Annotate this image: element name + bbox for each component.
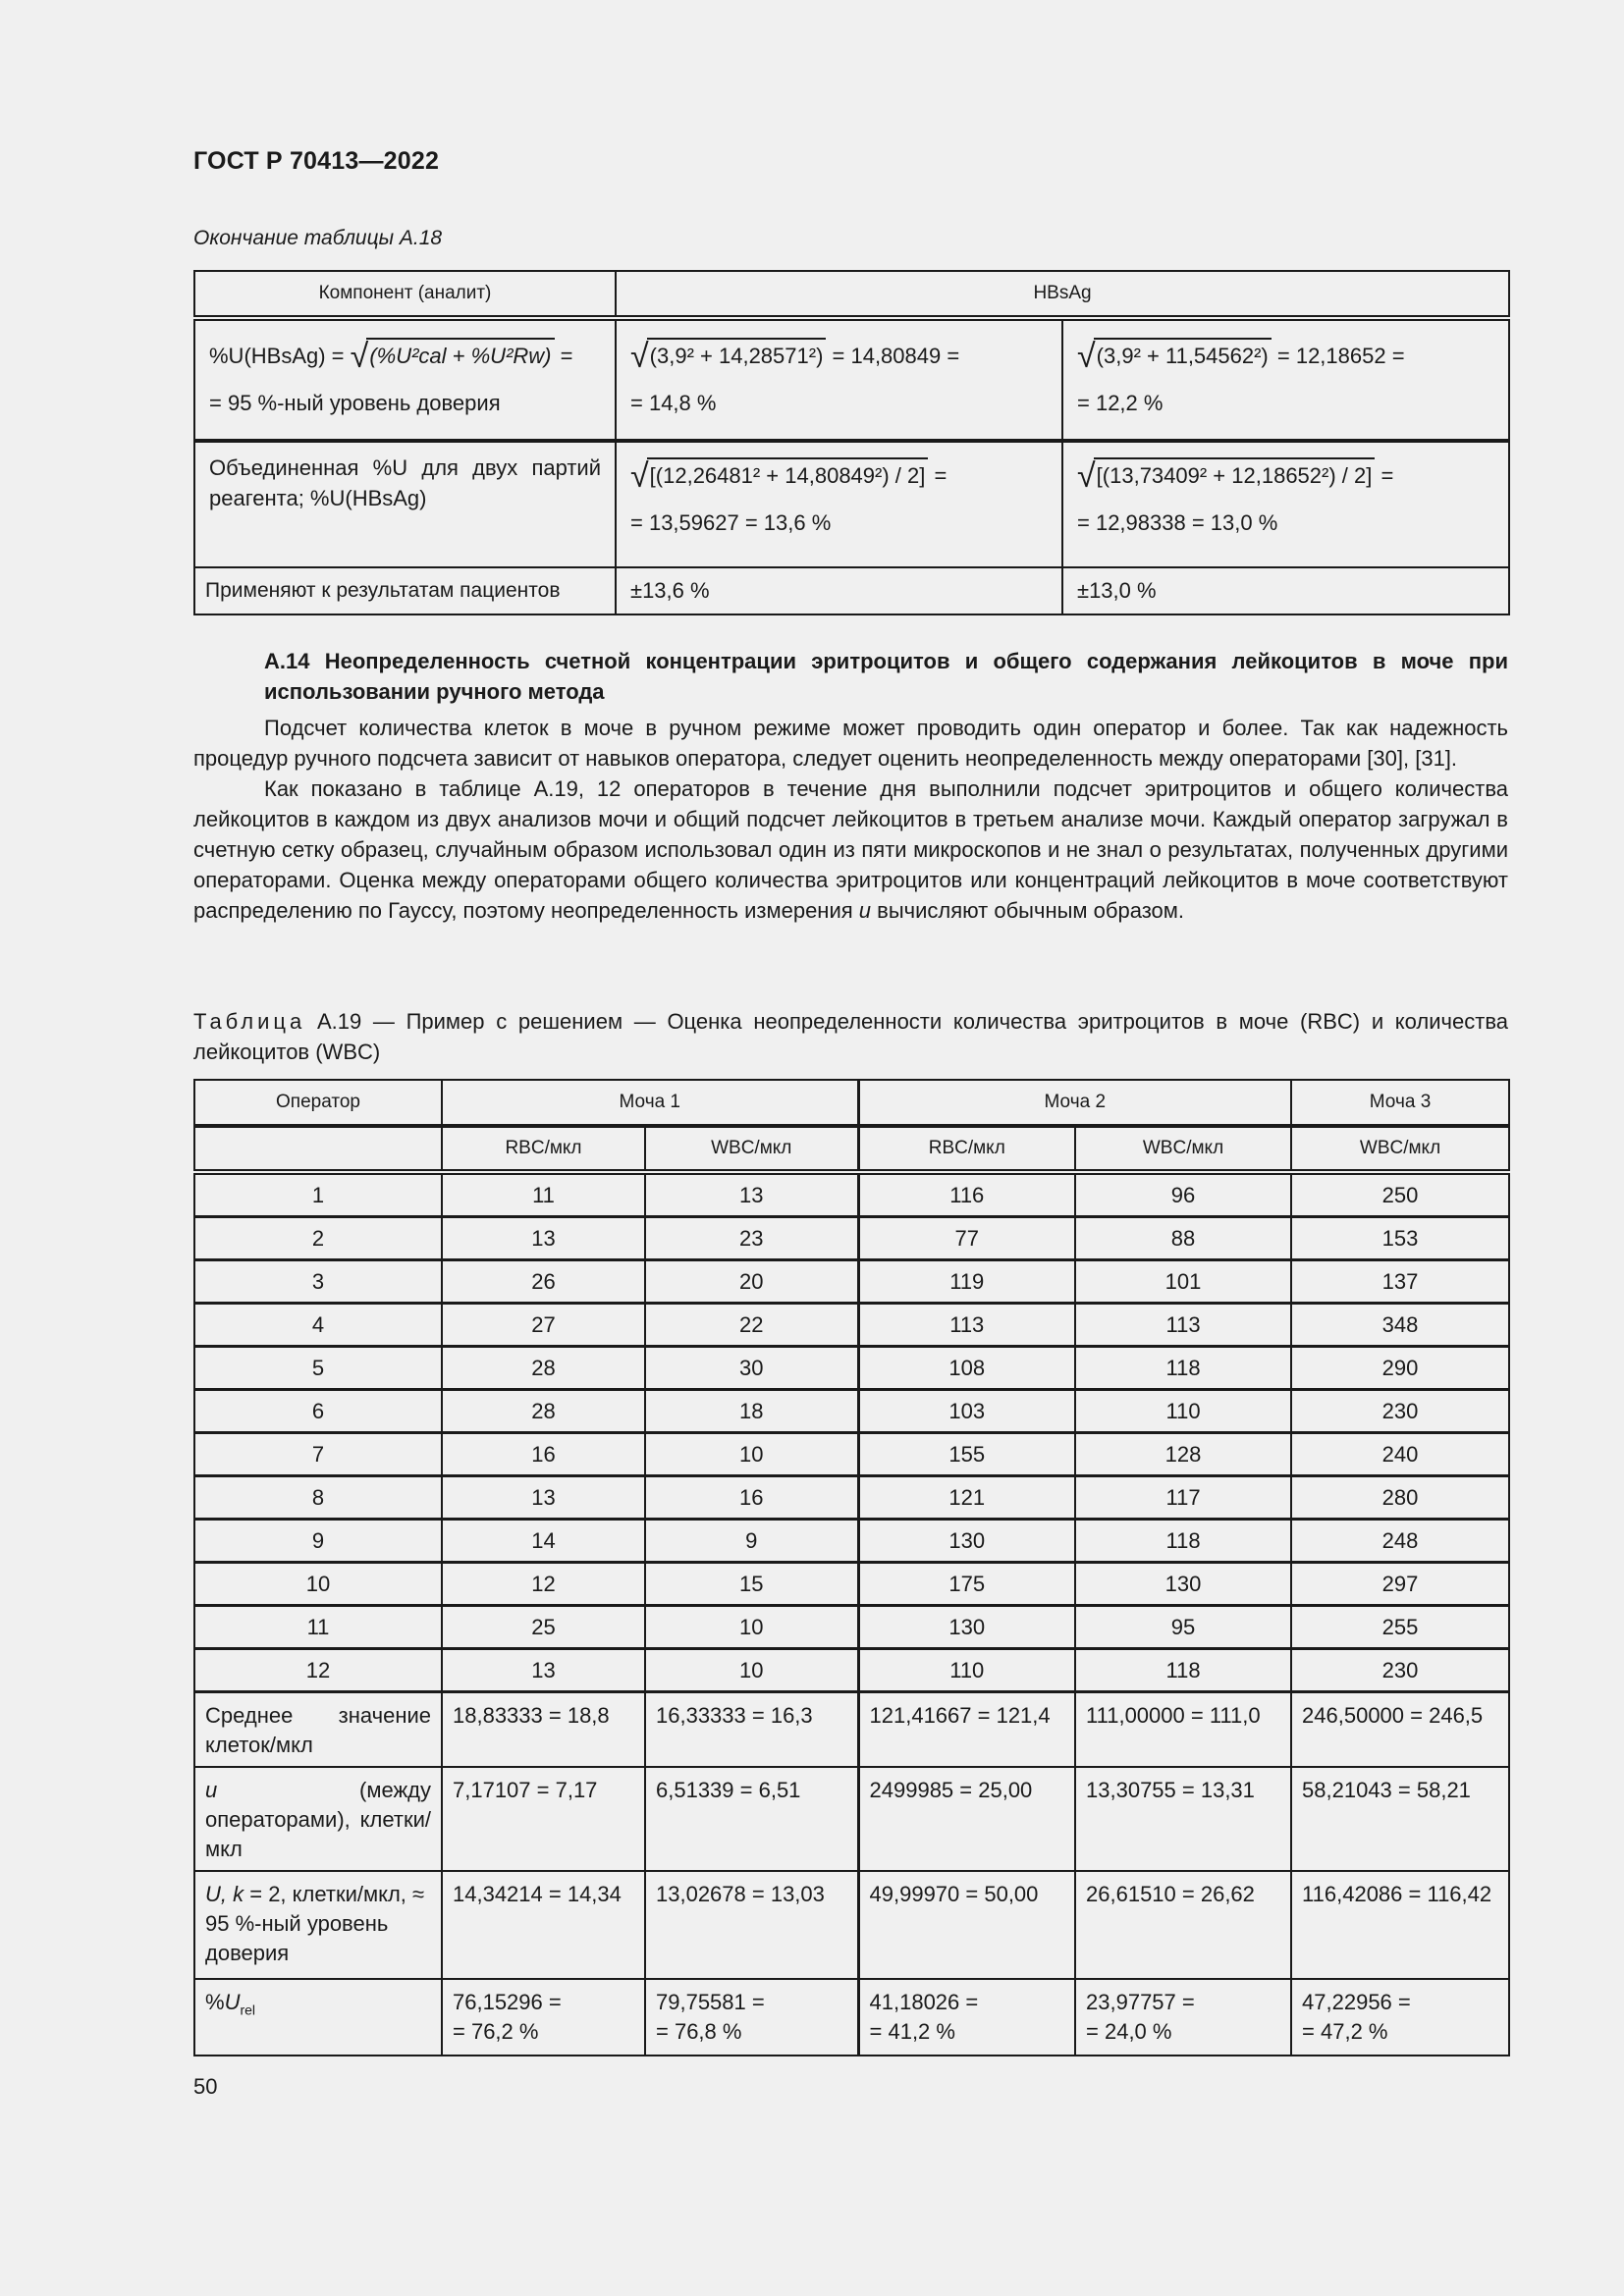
- combined-lot2-sqrt: [(13,73409² + 12,18652²) / 2]: [1094, 457, 1376, 493]
- cell-count: 13: [442, 1649, 645, 1692]
- cell-count: 10: [645, 1433, 858, 1476]
- cell-count: 121: [858, 1476, 1075, 1520]
- table-row-combined: [194, 441, 1509, 567]
- cell-count: 13: [645, 1172, 858, 1217]
- operator-number: 8: [194, 1476, 442, 1520]
- summary-row-expanded-u: [194, 1871, 1509, 1979]
- u-label: u (между операторами), клетки/мкл: [205, 1778, 431, 1861]
- cell-count: 137: [1291, 1260, 1509, 1304]
- operator-number: 1: [194, 1172, 442, 1217]
- table-row: [194, 1520, 1509, 1563]
- header-operator: Оператор: [194, 1080, 442, 1126]
- combined-lot2-result: = 12,98338 = 13,0 %: [1077, 510, 1278, 535]
- cell-count: 77: [858, 1217, 1075, 1260]
- cell-count: 26: [442, 1260, 645, 1304]
- cell-count: 16: [442, 1433, 645, 1476]
- subheader-rbc-2: RBC/мкл: [858, 1126, 1075, 1172]
- sqrt-icon: √: [350, 338, 369, 375]
- operator-number: 11: [194, 1606, 442, 1649]
- cell-count: 108: [858, 1347, 1075, 1390]
- cell-count: 11: [442, 1172, 645, 1217]
- urel-label: $\%U_{rel}$: [194, 1979, 442, 2056]
- operator-number: 3: [194, 1260, 442, 1304]
- cell-count: 290: [1291, 1347, 1509, 1390]
- cell-count: 96: [1075, 1172, 1291, 1217]
- operator-number: 9: [194, 1520, 442, 1563]
- lot2-sqrt: (3,9² + 11,54562²): [1094, 338, 1272, 373]
- urel-value: 76,15296 = = 76,2 %: [442, 1979, 645, 2056]
- header-component: Компонент (аналит): [194, 271, 616, 318]
- cell-count: 18: [645, 1390, 858, 1433]
- page-number: 50: [193, 2074, 218, 2099]
- row-combined-label: Объединенная %U для двух партий реагента; %U(HBsAg): [194, 441, 616, 567]
- cell-count: 15: [645, 1563, 858, 1606]
- cell-count: 10: [645, 1649, 858, 1692]
- operator-number: 10: [194, 1563, 442, 1606]
- cell-count: 113: [1075, 1304, 1291, 1347]
- cell-count: 130: [858, 1520, 1075, 1563]
- cell-count: 110: [1075, 1390, 1291, 1433]
- cell-count: 13: [442, 1476, 645, 1520]
- table-row: [194, 1217, 1509, 1260]
- lot1-tail: = 14,80849 =: [826, 344, 960, 368]
- table-a19-caption: [193, 1006, 1508, 1067]
- lot1-sqrt: (3,9² + 14,28571²): [647, 338, 827, 373]
- cell-count: 280: [1291, 1476, 1509, 1520]
- operator-number: 12: [194, 1649, 442, 1692]
- sqrt-icon: √: [1077, 457, 1096, 495]
- expanded-u-value: 49,99970 = 50,00: [858, 1871, 1075, 1979]
- formula-tail: =: [554, 344, 573, 368]
- cell-count: 10: [645, 1606, 858, 1649]
- operator-number: 4: [194, 1304, 442, 1347]
- sqrt-icon: √: [630, 457, 649, 495]
- table-row: [194, 1606, 1509, 1649]
- urel-value: 47,22956 = = 47,2 %: [1291, 1979, 1509, 2056]
- row-combined-lot2: [1062, 441, 1509, 567]
- summary-row-u: [194, 1767, 1509, 1871]
- formula-prefix: %U(HBsAg) =: [209, 344, 351, 368]
- expanded-u-value: 116,42086 = 116,42: [1291, 1871, 1509, 1979]
- row-u-label: [194, 318, 616, 441]
- table-row-apply: [194, 567, 1509, 614]
- operator-number: 6: [194, 1390, 442, 1433]
- cell-count: 153: [1291, 1217, 1509, 1260]
- table-a19: [193, 1079, 1510, 2056]
- table-row: [194, 1304, 1509, 1347]
- cell-count: 95: [1075, 1606, 1291, 1649]
- subheader-wbc-1: WBC/мкл: [645, 1126, 858, 1172]
- table-row: [194, 1563, 1509, 1606]
- operator-number: 7: [194, 1433, 442, 1476]
- u-value: 7,17107 = 7,17: [442, 1767, 645, 1871]
- table-row: [194, 1172, 1509, 1217]
- paragraph-1: Подсчет количества клеток в моче в ручном режиме может проводить один оператор и более. Так как надежность процедур ручного подсчета зависит от навыков оператора, следует оценить неопределенность между операторами [30], [31].: [193, 716, 1508, 771]
- u-value: 2499985 = 25,00: [858, 1767, 1075, 1871]
- cell-count: 20: [645, 1260, 858, 1304]
- mean-label: Среднее значение клеток/мкл: [205, 1703, 431, 1757]
- paragraph-2: Как показано в таблице А.19, 12 операторов в течение дня выполнили подсчет эритроцитов и общего количества лейкоцитов в каждом из двух анализов мочи и общий подсчет лейкоцитов в третьем анализе мочи. Каждый оператор загружал в счетную сетку образец, случайным образом использовал один из пяти микроскопов и не знал о результатах, полученных другими операторами. Оценка между операторами общего количества эритроцитов или концентраций лейкоцитов в моче соответствуют распределению по Гауссу, поэтому неопределенность измерения u вычисляют обычным образом.: [193, 776, 1508, 923]
- row-apply-lot2: ±13,0 %: [1062, 567, 1509, 614]
- cell-count: 230: [1291, 1390, 1509, 1433]
- u-value: 13,30755 = 13,31: [1075, 1767, 1291, 1871]
- header-urine-3: Моча 3: [1291, 1080, 1509, 1126]
- cell-count: 27: [442, 1304, 645, 1347]
- expanded-u-label: U, k = 2, клетки/мкл, ≈ 95 %-ный уровень доверия: [194, 1871, 442, 1979]
- row-apply-label: Применяют к результатам пациентов: [194, 567, 616, 614]
- cell-count: 248: [1291, 1520, 1509, 1563]
- table-row: [194, 1260, 1509, 1304]
- cell-count: 13: [442, 1217, 645, 1260]
- table-row: [194, 1649, 1509, 1692]
- cell-count: 230: [1291, 1649, 1509, 1692]
- expanded-u-value: 26,61510 = 26,62: [1075, 1871, 1291, 1979]
- cell-count: 14: [442, 1520, 645, 1563]
- cell-count: 250: [1291, 1172, 1509, 1217]
- cell-count: 348: [1291, 1304, 1509, 1347]
- cell-count: 103: [858, 1390, 1075, 1433]
- cell-count: 88: [1075, 1217, 1291, 1260]
- combined-lot1-result: = 13,59627 = 13,6 %: [630, 510, 832, 535]
- cell-count: 118: [1075, 1520, 1291, 1563]
- operator-number: 2: [194, 1217, 442, 1260]
- section-heading: А.14 Неопределенность счетной концентрации эритроцитов и общего содержания лейкоцитов в моче при использовании ручного метода: [264, 649, 1508, 704]
- mean-value: 121,41667 = 121,4: [858, 1692, 1075, 1768]
- cell-count: 30: [645, 1347, 858, 1390]
- expanded-u-value: 13,02678 = 13,03: [645, 1871, 858, 1979]
- caption-text: А.19 — Пример с решением — Оценка неопределенности количества эритроцитов в моче (RBC) и количества лейкоцитов (WBC): [193, 1009, 1508, 1064]
- cell-count: 116: [858, 1172, 1075, 1217]
- cell-count: 23: [645, 1217, 858, 1260]
- expanded-u-value: 14,34214 = 14,34: [442, 1871, 645, 1979]
- mean-value: 18,83333 = 18,8: [442, 1692, 645, 1768]
- urel-value: 41,18026 = = 41,2 %: [858, 1979, 1075, 2056]
- summary-row-urel: [194, 1979, 1509, 2056]
- cell-count: 118: [1075, 1649, 1291, 1692]
- table-a18: [193, 270, 1510, 615]
- caption-label: Таблица: [193, 1009, 306, 1034]
- cell-count: 16: [645, 1476, 858, 1520]
- summary-row-mean: [194, 1692, 1509, 1768]
- cell-count: 155: [858, 1433, 1075, 1476]
- cell-count: 175: [858, 1563, 1075, 1606]
- sqrt-icon: √: [630, 338, 649, 375]
- table-row: [194, 1390, 1509, 1433]
- table-row: [194, 1347, 1509, 1390]
- cell-count: 119: [858, 1260, 1075, 1304]
- cell-count: 297: [1291, 1563, 1509, 1606]
- combined-lot2-tail: =: [1375, 463, 1394, 488]
- table-continuation-caption: Окончание таблицы А.18: [193, 227, 443, 249]
- cell-count: 113: [858, 1304, 1075, 1347]
- cell-count: 110: [858, 1649, 1075, 1692]
- mean-value: 111,00000 = 111,0: [1075, 1692, 1291, 1768]
- sqrt-icon: √: [1077, 338, 1096, 375]
- mean-value: 246,50000 = 246,5: [1291, 1692, 1509, 1768]
- cell-count: 130: [858, 1606, 1075, 1649]
- cell-count: 9: [645, 1520, 858, 1563]
- header-urine-1: Моча 1: [442, 1080, 858, 1126]
- urel-value: 79,75581 = = 76,8 %: [645, 1979, 858, 2056]
- section-a14: [193, 646, 1508, 926]
- mean-value: 16,33333 = 16,3: [645, 1692, 858, 1768]
- subheader-rbc-1: RBC/мкл: [442, 1126, 645, 1172]
- cell-count: 12: [442, 1563, 645, 1606]
- subheader-wbc-2: WBC/мкл: [1075, 1126, 1291, 1172]
- cell-count: 240: [1291, 1433, 1509, 1476]
- confidence-level-text: = 95 %-ный уровень доверия: [209, 391, 501, 415]
- u-value: 6,51339 = 6,51: [645, 1767, 858, 1871]
- combined-lot1-sqrt: [(12,26481² + 14,80849²) / 2]: [647, 457, 929, 493]
- cell-count: 22: [645, 1304, 858, 1347]
- data-rows: [194, 1172, 1509, 1692]
- sub-header-row: [194, 1126, 1509, 1172]
- u-value: 58,21043 = 58,21: [1291, 1767, 1509, 1871]
- lot1-result: = 14,8 %: [630, 391, 717, 415]
- cell-count: 255: [1291, 1606, 1509, 1649]
- table-row-u: [194, 318, 1509, 441]
- row-u-lot2: [1062, 318, 1509, 441]
- cell-count: 117: [1075, 1476, 1291, 1520]
- document-header: ГОСТ Р 70413—2022: [193, 147, 440, 175]
- cell-count: 130: [1075, 1563, 1291, 1606]
- formula-sqrt: (%U²cal + %U²Rw): [366, 338, 554, 373]
- subheader-empty: [194, 1126, 442, 1172]
- cell-count: 28: [442, 1390, 645, 1433]
- cell-count: 101: [1075, 1260, 1291, 1304]
- header-analyte: HBsAg: [616, 271, 1509, 318]
- lot2-result: = 12,2 %: [1077, 391, 1164, 415]
- cell-count: 118: [1075, 1347, 1291, 1390]
- cell-count: 28: [442, 1347, 645, 1390]
- table-row: [194, 1433, 1509, 1476]
- header-urine-2: Моча 2: [858, 1080, 1291, 1126]
- cell-count: 25: [442, 1606, 645, 1649]
- cell-count: 128: [1075, 1433, 1291, 1476]
- table-header-row: [194, 271, 1509, 318]
- subheader-wbc-3: WBC/мкл: [1291, 1126, 1509, 1172]
- group-header-row: [194, 1080, 1509, 1126]
- row-u-lot1: [616, 318, 1062, 441]
- row-combined-lot1: [616, 441, 1062, 567]
- row-apply-lot1: ±13,6 %: [616, 567, 1062, 614]
- table-row: [194, 1476, 1509, 1520]
- urel-value: 23,97757 = = 24,0 %: [1075, 1979, 1291, 2056]
- operator-number: 5: [194, 1347, 442, 1390]
- combined-lot1-tail: =: [928, 463, 947, 488]
- lot2-tail: = 12,18652 =: [1271, 344, 1405, 368]
